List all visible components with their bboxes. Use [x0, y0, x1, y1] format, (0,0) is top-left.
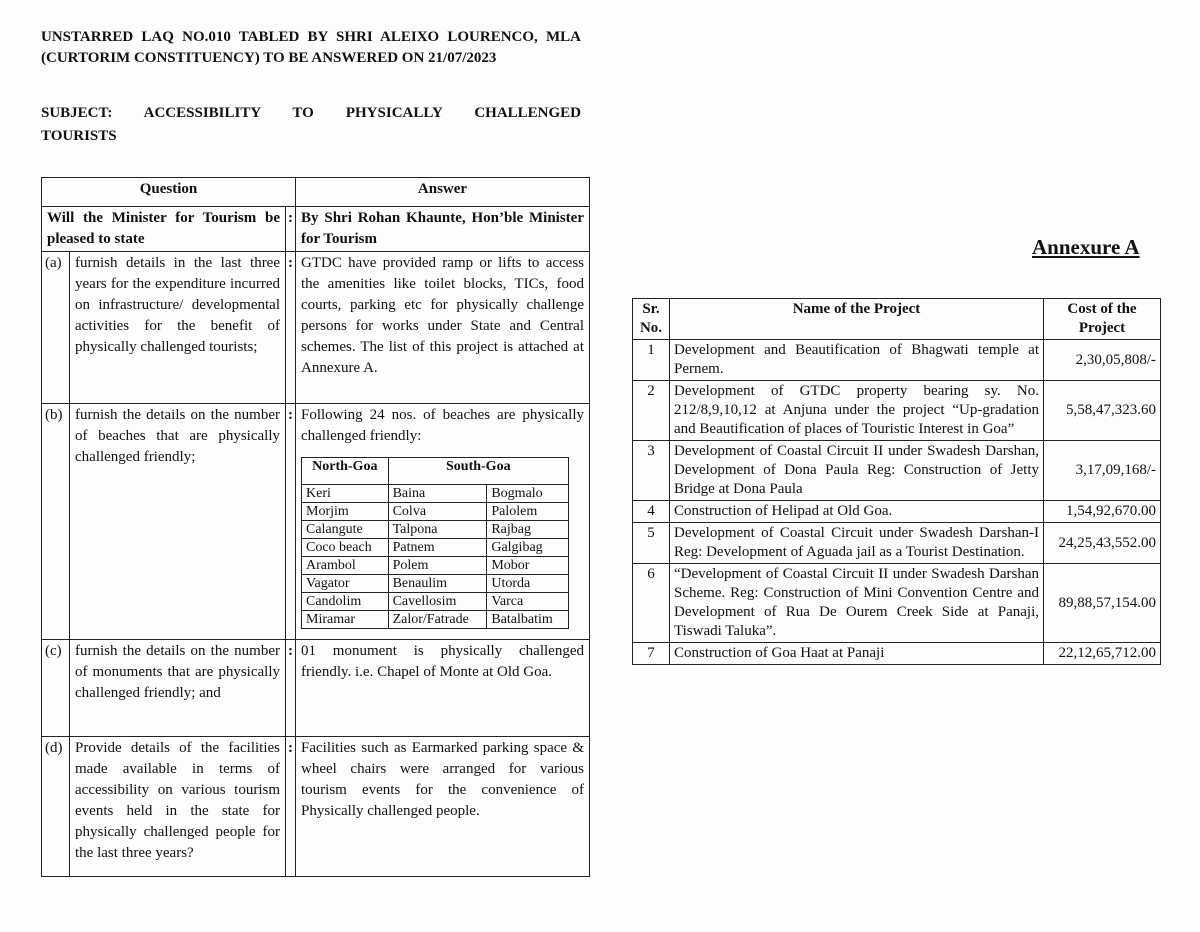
- sr-no-header: Sr. No.: [633, 299, 670, 340]
- subject-line: SUBJECT: ACCESSIBILITY TO PHYSICALLY CHALLENGED: [41, 105, 581, 121]
- cost-header: Cost of the Project: [1044, 299, 1161, 340]
- beach-row: [302, 557, 569, 575]
- annexure-row: [633, 501, 1161, 523]
- beach-cell: Palolem: [487, 503, 569, 521]
- annexure-row: [633, 340, 1161, 381]
- question-text: furnish details in the last three years for the expenditure incurred on infrastructure/ developmental activities for the benefit of physically challenged tourists;: [70, 252, 286, 404]
- project-cost: 24,25,43,552.00: [1044, 523, 1161, 564]
- project-cost: 22,12,65,712.00: [1044, 643, 1161, 665]
- beach-cell: Talpona: [388, 521, 487, 539]
- beach-row: [302, 521, 569, 539]
- beach-cell: Varca: [487, 593, 569, 611]
- beach-cell: Morjim: [302, 503, 389, 521]
- project-name: “Development of Coastal Circuit II under Swadesh Darshan Scheme. Reg: Construction of Mini Convention Centre and Development of Rua De Ourem Creek Side at Panaji, Tiswadi Taluka”.: [670, 564, 1044, 643]
- beach-table: [301, 457, 569, 629]
- beach-header-row: [302, 458, 569, 485]
- intro-question: Will the Minister for Tourism be pleased to state: [42, 207, 286, 252]
- annexure-table: [632, 298, 1161, 665]
- beach-cell: Keri: [302, 485, 389, 503]
- beach-cell: Mobor: [487, 557, 569, 575]
- answer-text: 01 monument is physically challenged friendly. i.e. Chapel of Monte at Old Goa.: [296, 640, 590, 737]
- beach-cell: Bogmalo: [487, 485, 569, 503]
- beach-row: [302, 485, 569, 503]
- sr-no: 2: [633, 381, 670, 441]
- sr-no: 1: [633, 340, 670, 381]
- qa-header-row: [42, 178, 590, 207]
- answer-column-header: Answer: [296, 178, 590, 207]
- beach-cell: Calangute: [302, 521, 389, 539]
- project-name: Construction of Goa Haat at Panaji: [670, 643, 1044, 665]
- answer-text: GTDC have provided ramp or lifts to access the amenities like toilet blocks, TICs, food courts, parking etc for physically challenge persons for works under State and Central schemes. The list of this project is attached at Annexure A.: [296, 252, 590, 404]
- document-title: UNSTARRED LAQ NO.010 TABLED BY SHRI ALEIXO LOURENCO, MLA (CURTORIM CONSTITUENCY) TO BE ANSWERED ON 21/07/2023: [41, 29, 581, 66]
- project-name: Development of GTDC property bearing sy. No. 212/8,9,10,12 at Anjuna under the project “Up-gradation and Beautification of places of Touristic Interest in Goa”: [670, 381, 1044, 441]
- beach-cell: Batalbatim: [487, 611, 569, 629]
- beach-cell: Coco beach: [302, 539, 389, 557]
- beach-cell: Utorda: [487, 575, 569, 593]
- question-label: (a): [42, 252, 70, 404]
- project-cost: 3,17,09,168/-: [1044, 441, 1161, 501]
- beach-cell: Zalor/Fatrade: [388, 611, 487, 629]
- project-name-header: Name of the Project: [670, 299, 1044, 340]
- intro-answer: By Shri Rohan Khaunte, Hon’ble Minister for Tourism: [296, 207, 590, 252]
- annexure-row: [633, 381, 1161, 441]
- annexure-row: [633, 564, 1161, 643]
- separator: :: [286, 640, 296, 737]
- annexure-header-row: [633, 299, 1161, 340]
- project-cost: 89,88,57,154.00: [1044, 564, 1161, 643]
- annexure-row: [633, 441, 1161, 501]
- sr-no: 3: [633, 441, 670, 501]
- south-goa-header: South-Goa: [388, 458, 568, 485]
- qa-row: [42, 252, 590, 404]
- question-text: furnish the details on the number of monuments that are physically challenged friendly; and: [70, 640, 286, 737]
- beach-cell: Cavellosim: [388, 593, 487, 611]
- sr-no: 7: [633, 643, 670, 665]
- beach-cell: Baina: [388, 485, 487, 503]
- beach-cell: Benaulim: [388, 575, 487, 593]
- answer-text: Following 24 nos. of beaches are physically challenged friendly:: [301, 407, 584, 444]
- beach-cell: Rajbag: [487, 521, 569, 539]
- beach-cell: Polem: [388, 557, 487, 575]
- sr-no: 4: [633, 501, 670, 523]
- separator: :: [286, 207, 296, 252]
- beach-cell: Colva: [388, 503, 487, 521]
- beach-cell: Galgibag: [487, 539, 569, 557]
- beach-row: [302, 593, 569, 611]
- question-label: (d): [42, 737, 70, 877]
- question-answer-table: [41, 177, 590, 877]
- subject-line-continued: TOURISTS: [41, 128, 117, 144]
- sr-no: 6: [633, 564, 670, 643]
- project-cost: 1,54,92,670.00: [1044, 501, 1161, 523]
- qa-intro-row: [42, 207, 590, 252]
- question-text: Provide details of the facilities made available in terms of accessibility on various tourism events held in the state for physically challenged people for the last three years?: [70, 737, 286, 877]
- project-cost: 2,30,05,808/-: [1044, 340, 1161, 381]
- project-name: Development and Beautification of Bhagwati temple at Pernem.: [670, 340, 1044, 381]
- beach-cell: Vagator: [302, 575, 389, 593]
- annexure-row: [633, 523, 1161, 564]
- north-goa-header: North-Goa: [302, 458, 389, 485]
- qa-row: [42, 737, 590, 877]
- question-text: furnish the details on the number of beaches that are physically challenged friendly;: [70, 404, 286, 640]
- project-name: Development of Coastal Circuit under Swadesh Darshan-I Reg: Development of Aguada jail as a Tourist Destination.: [670, 523, 1044, 564]
- annexure-row: [633, 643, 1161, 665]
- question-column-header: Question: [42, 178, 296, 207]
- separator: :: [286, 737, 296, 877]
- beach-row: [302, 575, 569, 593]
- sr-no: 5: [633, 523, 670, 564]
- beach-cell: Miramar: [302, 611, 389, 629]
- project-name: Development of Coastal Circuit II under Swadesh Darshan, Development of Dona Paula Reg: Construction of Jetty Bridge at Dona Paula: [670, 441, 1044, 501]
- answer-text: Facilities such as Earmarked parking space & wheel chairs were arranged for various tourism events for the convenience of Physically challenged people.: [296, 737, 590, 877]
- project-cost: 5,58,47,323.60: [1044, 381, 1161, 441]
- beach-cell: Patnem: [388, 539, 487, 557]
- beach-cell: Candolim: [302, 593, 389, 611]
- question-label: (b): [42, 404, 70, 640]
- question-label: (c): [42, 640, 70, 737]
- separator: :: [286, 404, 296, 640]
- qa-row: [42, 404, 590, 640]
- beach-cell: Arambol: [302, 557, 389, 575]
- beach-row: [302, 503, 569, 521]
- answer-cell: [296, 404, 590, 640]
- separator: :: [286, 252, 296, 404]
- qa-row: [42, 640, 590, 737]
- project-name: Construction of Helipad at Old Goa.: [670, 501, 1044, 523]
- beach-row: [302, 611, 569, 629]
- annexure-title: Annexure A: [1032, 235, 1140, 259]
- beach-row: [302, 539, 569, 557]
